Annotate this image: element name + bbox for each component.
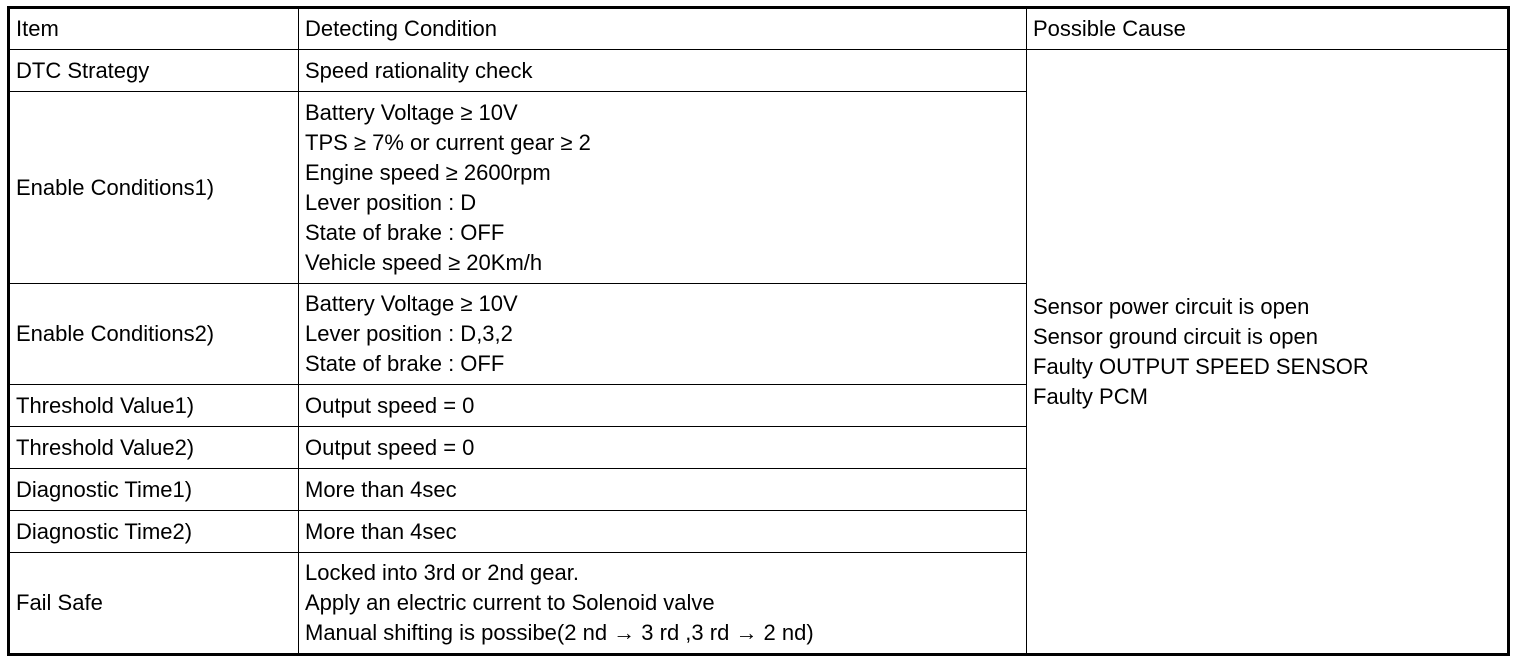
- table-row: [9, 50, 1509, 92]
- row-item: DTC Strategy: [9, 50, 299, 92]
- row-condition: [299, 385, 1027, 427]
- row-condition: [299, 511, 1027, 553]
- condition-line: TPS ≥ 7% or current gear ≥ 2: [305, 129, 591, 155]
- header-detecting-condition: Detecting Condition: [299, 8, 1027, 50]
- header-item: Item: [9, 8, 299, 50]
- condition-line: State of brake : OFF: [305, 219, 505, 245]
- row-item: Fail Safe: [9, 553, 299, 655]
- condition-line: State of brake : OFF: [305, 351, 505, 376]
- row-condition: [299, 427, 1027, 469]
- header-possible-cause: Possible Cause: [1027, 8, 1509, 50]
- row-condition: [299, 469, 1027, 511]
- condition-line: Output speed = 0: [305, 434, 475, 460]
- table-header-row: [9, 8, 1509, 50]
- cause-line: Sensor power circuit is open: [1033, 293, 1310, 319]
- condition-line: Lever position : D,3,2: [305, 321, 513, 346]
- possible-cause-cell: [1027, 50, 1509, 655]
- cause-line: Faulty PCM: [1033, 383, 1148, 409]
- condition-line: Engine speed ≥ 2600rpm: [305, 159, 551, 185]
- condition-line: More than 4sec: [305, 476, 457, 502]
- row-item: Diagnostic Time2): [9, 511, 299, 553]
- row-condition: [299, 50, 1027, 92]
- row-item: Threshold Value1): [9, 385, 299, 427]
- condition-line: Battery Voltage ≥ 10V: [305, 291, 518, 316]
- row-item: Enable Conditions2): [9, 284, 299, 385]
- row-item: Diagnostic Time1): [9, 469, 299, 511]
- row-condition: [299, 284, 1027, 385]
- condition-line: Output speed = 0: [305, 392, 475, 418]
- dtc-table: [7, 6, 1510, 656]
- row-item: Enable Conditions1): [9, 92, 299, 284]
- cause-line: Sensor ground circuit is open: [1033, 323, 1318, 349]
- cause-line: Faulty OUTPUT SPEED SENSOR: [1033, 353, 1369, 379]
- condition-line: Locked into 3rd or 2nd gear.: [305, 560, 579, 585]
- condition-line: Battery Voltage ≥ 10V: [305, 99, 518, 125]
- condition-line: Lever position : D: [305, 189, 477, 215]
- condition-line: Vehicle speed ≥ 20Km/h: [305, 249, 543, 275]
- condition-line: Apply an electric current to Solenoid valve: [305, 590, 715, 615]
- row-item: Threshold Value2): [9, 427, 299, 469]
- dtc-table-container: [7, 6, 1510, 656]
- row-condition: [299, 92, 1027, 284]
- condition-line: More than 4sec: [305, 518, 457, 544]
- condition-line: Speed rationality check: [305, 57, 533, 83]
- condition-line: Manual shifting is possibe(2 nd → 3 rd ,3 rd → 2 nd): [305, 620, 814, 645]
- row-condition: [299, 553, 1027, 655]
